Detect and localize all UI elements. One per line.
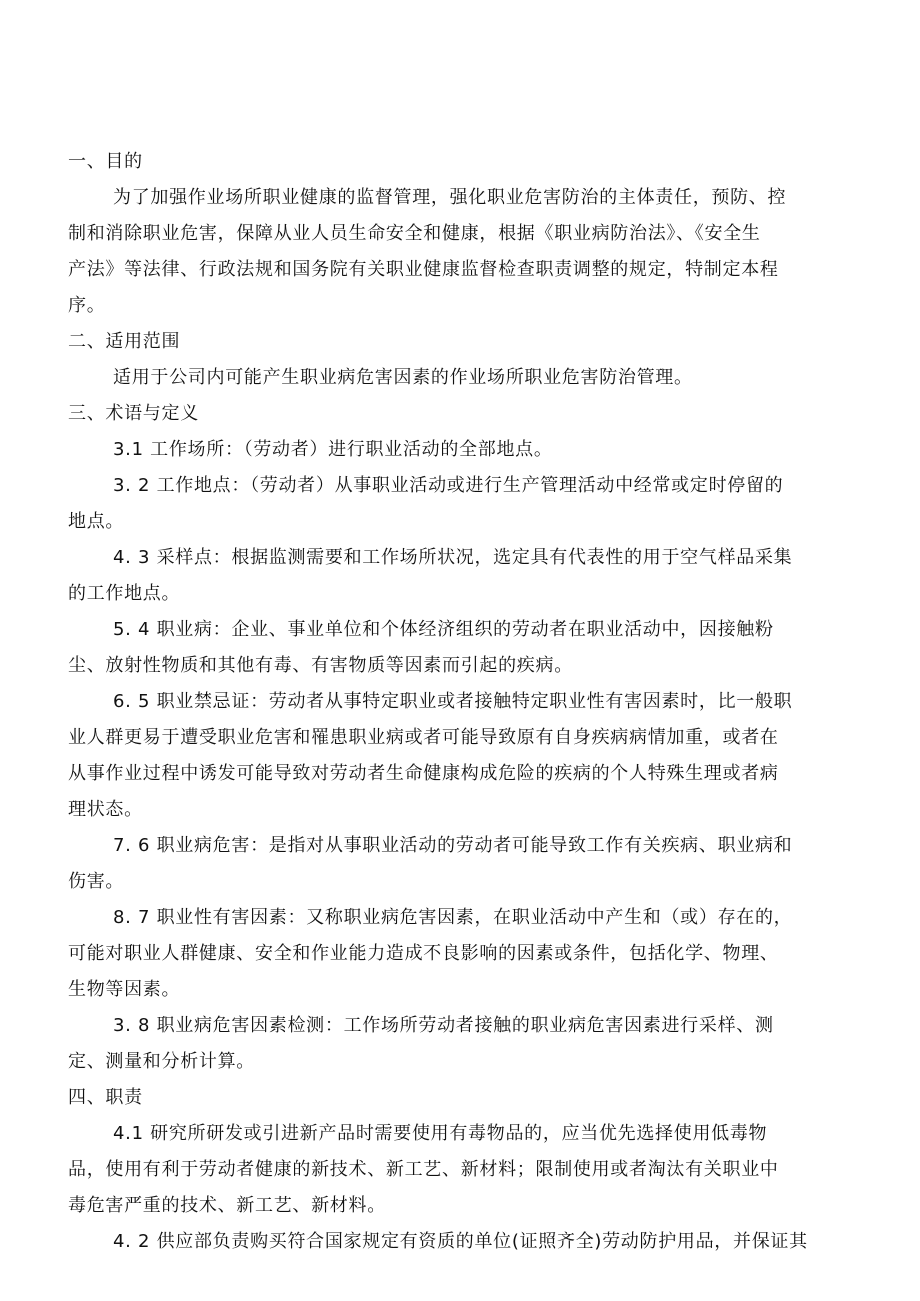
definition-line: 7. 6 职业病危害：是指对从事职业活动的劳动者可能导致工作有关疾病、职业病和 bbox=[113, 835, 793, 856]
definition-line: 4. 3 采样点：根据监测需要和工作场所状况，选定具有代表性的用于空气样品采集 bbox=[113, 547, 793, 568]
paragraph-line: 制和消除职业危害，保障从业人员生命安全和健康，根据《职业病防治法》、《安全生 bbox=[68, 223, 761, 244]
definition-line: 8. 7 职业性有害因素：又称职业病危害因素，在职业活动中产生和（或）存在的， bbox=[113, 907, 793, 928]
definition-line: 3.1 工作场所：（劳动者）进行职业活动的全部地点。 bbox=[113, 439, 553, 460]
section-heading-definitions: 三、术语与定义 bbox=[68, 403, 199, 424]
paragraph-line: 适用于公司内可能产生职业病危害因素的作业场所职业危害防治管理。 bbox=[113, 367, 693, 388]
definition-line: 3. 8 职业病危害因素检测：工作场所劳动者接触的职业病危害因素进行采样、测 bbox=[113, 1015, 774, 1036]
responsibility-line: 品，使用有利于劳动者健康的新技术、新工艺、新材料；限制使用或者淘汰有关职业中 bbox=[68, 1159, 779, 1180]
definition-line: 业人群更易于遭受职业危害和罹患职业病或者可能导致原有自身疾病病情加重，或者在 bbox=[68, 727, 779, 748]
paragraph-line: 为了加强作业场所职业健康的监督管理，强化职业危害防治的主体责任，预防、控 bbox=[113, 187, 787, 208]
responsibility-line: 4.1 研究所研发或引进新产品时需要使用有毒物品的，应当优先选择使用低毒物 bbox=[113, 1123, 768, 1144]
definition-line: 定、测量和分析计算。 bbox=[68, 1051, 255, 1072]
section-heading-purpose: 一、目的 bbox=[68, 151, 143, 172]
definition-line: 生物等因素。 bbox=[68, 979, 181, 1000]
paragraph-line: 产法》等法律、行政法规和国务院有关职业健康监督检查职责调整的规定，特制定本程 bbox=[68, 259, 779, 280]
paragraph-line: 序。 bbox=[68, 295, 106, 316]
definition-line: 理状态。 bbox=[68, 799, 143, 820]
definition-line: 伤害。 bbox=[68, 871, 125, 892]
definition-line: 地点。 bbox=[68, 511, 125, 532]
responsibility-line: 4. 2 供应部负责购买符合国家规定有资质的单位(证照齐全)劳动防护用品，并保证其 bbox=[113, 1231, 808, 1252]
definition-line: 尘、放射性物质和其他有毒、有害物质等因素而引起的疾病。 bbox=[68, 655, 573, 676]
section-heading-responsibilities: 四、职责 bbox=[68, 1087, 143, 1108]
definition-line: 5. 4 职业病：企业、事业单位和个体经济组织的劳动者在职业活动中，因接触粉 bbox=[113, 619, 774, 640]
definition-line: 的工作地点。 bbox=[68, 583, 181, 604]
definition-line: 6. 5 职业禁忌证：劳动者从事特定职业或者接触特定职业性有害因素时，比一般职 bbox=[113, 691, 793, 712]
section-heading-scope: 二、适用范围 bbox=[68, 331, 181, 352]
definition-line: 3. 2 工作地点：（劳动者）从事职业活动或进行生产管理活动中经常或定时停留的 bbox=[113, 475, 784, 496]
definition-line: 可能对职业人群健康、安全和作业能力造成不良影响的因素或条件，包括化学、物理、 bbox=[68, 943, 779, 964]
responsibility-line: 毒危害严重的技术、新工艺、新材料。 bbox=[68, 1195, 386, 1216]
definition-line: 从事作业过程中诱发可能导致对劳动者生命健康构成危险的疾病的个人特殊生理或者病 bbox=[68, 763, 779, 784]
